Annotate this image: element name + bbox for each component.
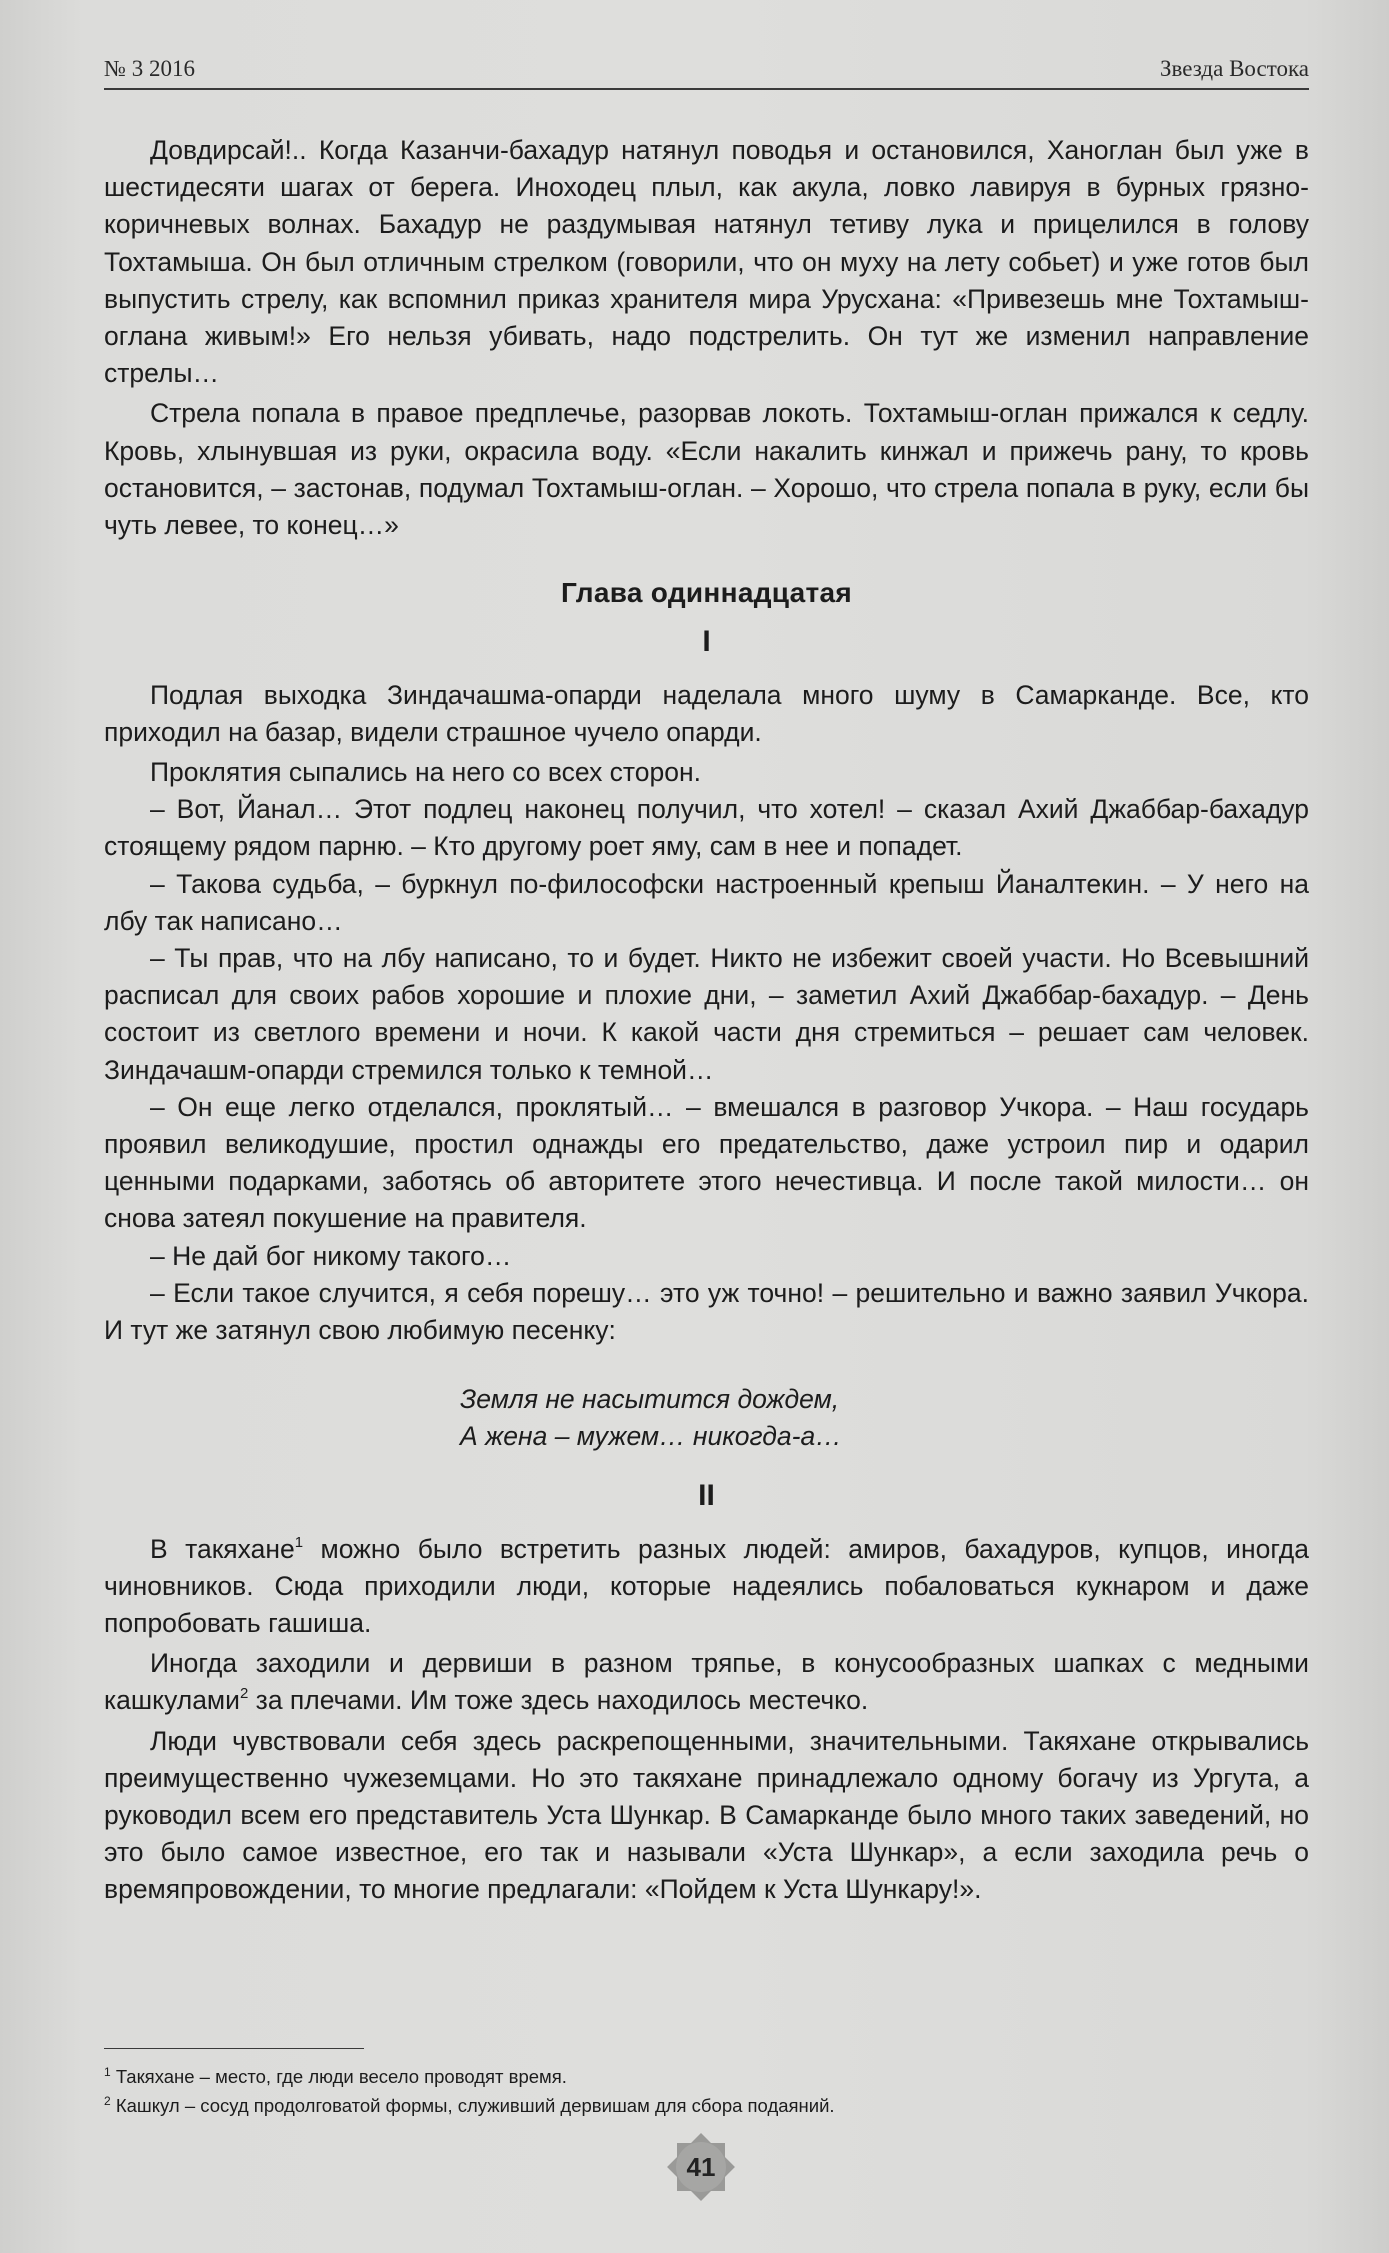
journal-title: Звезда Востока xyxy=(1160,56,1309,81)
running-header xyxy=(104,56,1309,90)
footnote-text: Такяхане – место, где люди весело проводят время. xyxy=(110,2066,567,2087)
paragraph xyxy=(104,1645,1309,1719)
paragraph: Проклятия сыпались на него со всех сторон. xyxy=(150,757,701,788)
paragraph: – Он еще легко отделался, проклятый… – вмешался в разговор Учкора. – Наш государь проявил великодушие, простил однажды его предательство, даже устроил пир и одарил ценными подарками, заботясь об авторитете этого нечестивца. И после такой милости… он снова затеял покушение на правителя. xyxy=(104,1091,1309,1234)
paragraph: Люди чувствовали себя здесь раскрепощенными, значительными. Такяхане открывались преимущественно чужеземцами. Но это такяхане принадлежало одному богачу из Ургута, а руководил всем его представитель Уста Шункар. В Самарканде было много таких заведений, но это было самое известное, его так и называли «Уста Шункар», а если заходила речь о времяпровождении, то многие предлагали: «Пойдем к Уста Шункару!». xyxy=(104,1725,1309,1905)
section-numeral: I xyxy=(702,625,711,659)
paragraph xyxy=(104,1531,1309,1643)
paragraph: Стрела попала в правое предплечье, разорвав локоть. Тохтамыш-оглан прижался к седлу. Кровь, хлынувшая из руки, окрасила воду. «Если накалить кинжал и прижечь рану, то кровь остановится, – застонав, подумал Тохтамыш-оглан. – Хорошо, что стрела попала в руку, если бы чуть левее, то конец…» xyxy=(104,398,1309,541)
footnote-ref: 1 xyxy=(294,1533,304,1551)
section-numeral: II xyxy=(698,1479,715,1513)
paragraph: Довдирсай!.. Когда Казанчи-бахадур натянул поводья и остановился, Ханоглан был уже в шестидесяти шагах от берега. Иноходец плыл, как акула, ловко лавируя в бурных грязно-коричневых волнах. Бахадур не раздумывая натянул тетиву лука и прицелился в голову Тохтамыша. Он был отличным стрелком (говорили, что он муху на лету собьет) и уже готов был выпустить стрелу, как вспомнил приказ хранителя мира Урусхана: «Привезешь мне Тохтамыш-оглана живым!» Его нельзя убивать, надо подстрелить. Он тут же изменил направление стрелы… xyxy=(104,135,1309,389)
paragraph: – Ты прав, что на лбу написано, то и будет. Никто не избежит своей участи. Но Всевышний расписал для своих рабов хорошие и плохие дни, – заметил Ахий Джаббар-бахадур. – День состоит из светлого времени и ночи. К какой части дня стремиться – решает сам человек. Зиндачашм-опарди стремился только к темной… xyxy=(104,943,1309,1085)
footnote-ref: 2 xyxy=(239,1685,249,1703)
paragraph: – Такова судьба, – буркнул по-философски настроенный крепыш Йаналтекин. – У него на лбу так написано… xyxy=(104,868,1309,936)
footnote-mark: 2 xyxy=(104,2094,111,2108)
paragraph: Подлая выходка Зиндачашма-опарди наделала много шуму в Самарканде. Все, кто приходил на базар, видели страшное чучело опарди. xyxy=(104,679,1309,747)
page-number: 41 xyxy=(686,2151,716,2182)
verse xyxy=(104,1381,1309,1455)
footnote-text: Кашкул – сосуд продолговатой формы, служивший дервишам для сбора подаяний. xyxy=(110,2095,835,2116)
issue-number: № 3 2016 xyxy=(104,56,195,81)
paragraph: – Вот, Йанал… Этот подлец наконец получил, что хотел! – сказал Ахий Джаббар-бахадур стоящему рядом парню. – Кто другому роет яму, сам в нее и попадет. xyxy=(104,794,1309,862)
footnote xyxy=(104,2062,1309,2091)
text-run: за плечами. Им тоже здесь находилось местечко. xyxy=(248,1685,869,1716)
paragraph: – Если такое случится, я себя порешу… это уж точно! – решительно и важно заявил Учкора. И тут же затянул свою любимую песенку: xyxy=(104,1277,1309,1346)
text-run: можно было встретить разных людей: амиров, бахадуров, купцов, иногда чиновников. Сюда приходили люди, которые надеялись побаловаться кукнаром и даже попробовать гашиша. xyxy=(104,1533,1310,1638)
chapter-title: Глава одиннадцатая xyxy=(560,577,853,609)
page-number-badge xyxy=(664,2130,738,2204)
footnote-divider xyxy=(104,2048,364,2049)
verse-line: Земля не насытится дождем, xyxy=(460,1384,840,1415)
footnote xyxy=(104,2091,1309,2120)
text-run: В такяхане xyxy=(150,1533,295,1564)
footnote-mark: 1 xyxy=(104,2065,111,2079)
paragraph: – Не дай бог никому такого… xyxy=(150,1240,512,1271)
verse-line: А жена – мужем… никогда-а… xyxy=(460,1421,842,1452)
footnotes xyxy=(104,2062,1309,2120)
text-run: Иногда заходили и дервиши в разном тряпье, в конусообразных шапках с медными кашкулами xyxy=(104,1648,1309,1716)
article-body xyxy=(104,132,1309,1909)
